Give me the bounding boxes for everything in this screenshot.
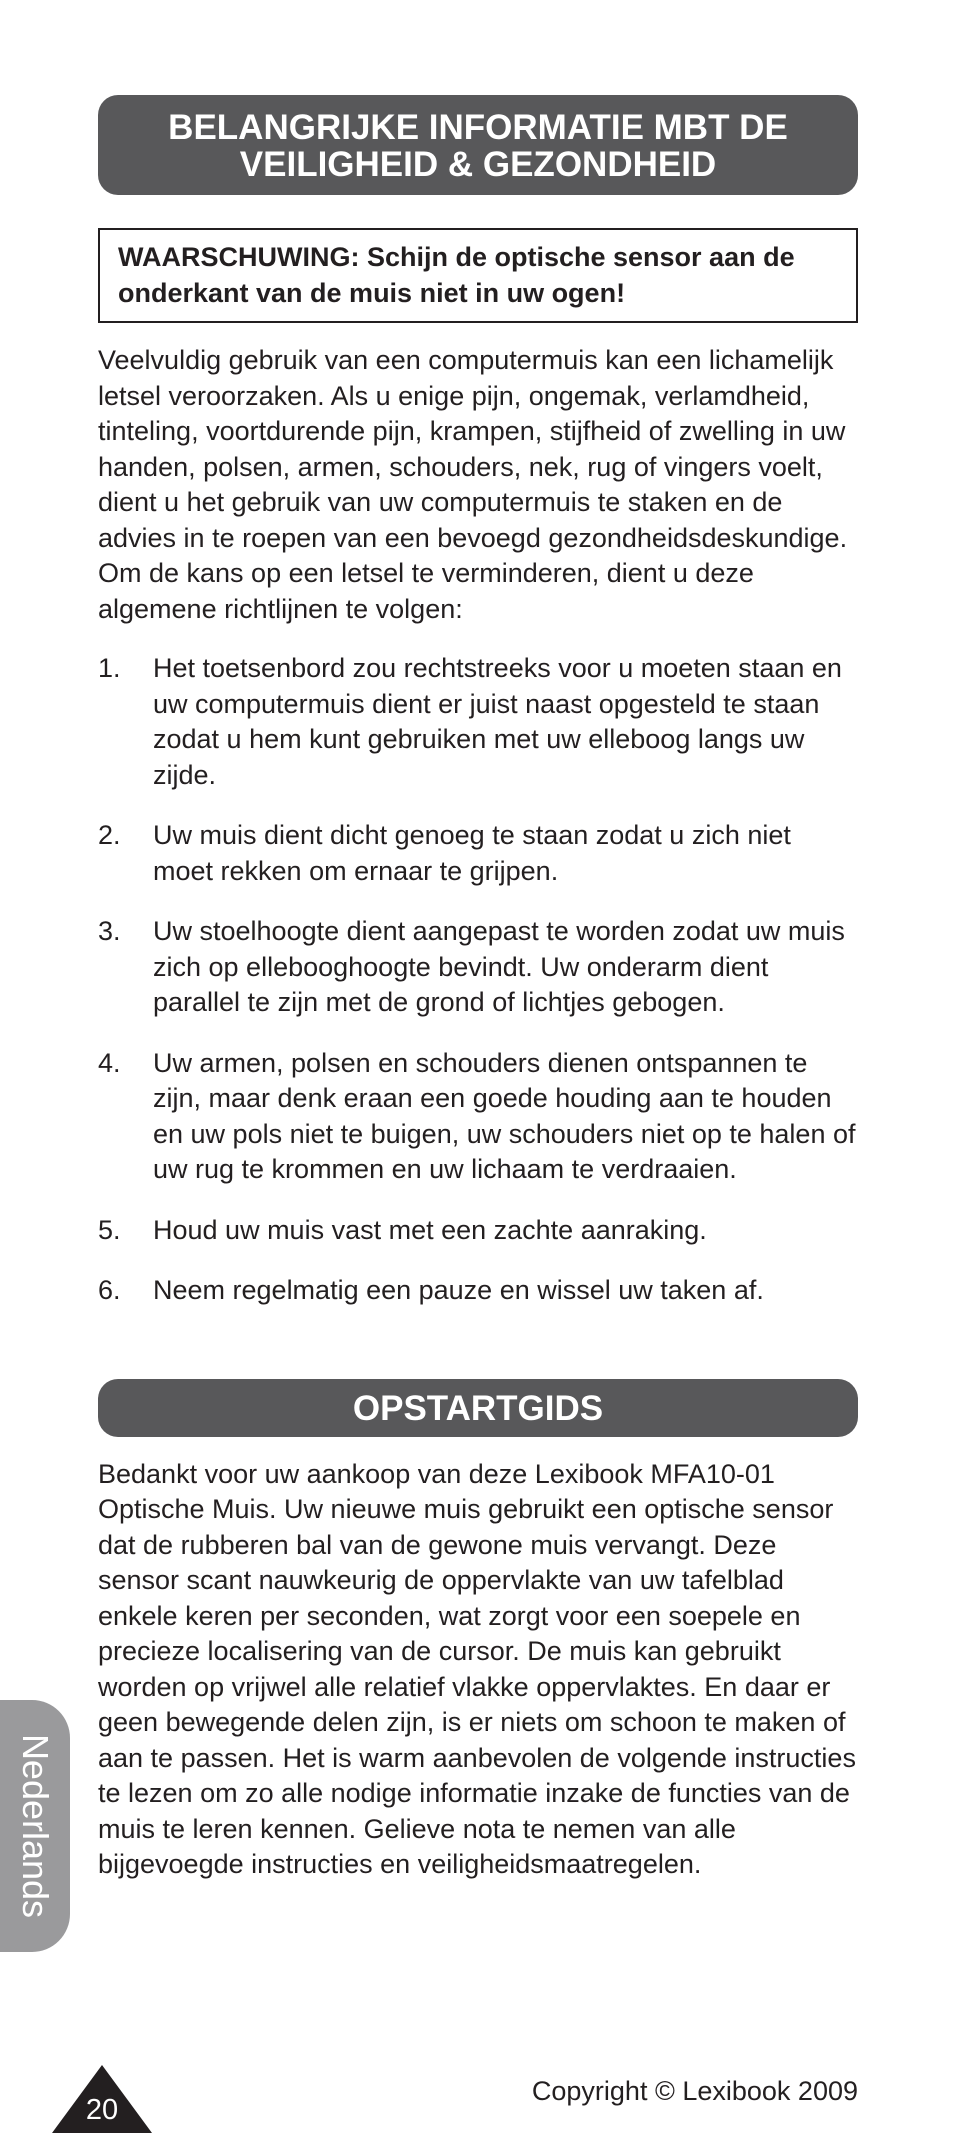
list-item-text: Uw muis dient dicht genoeg te staan zodat u zich niet moet rekken om ernaar te grijpen. [153, 820, 791, 886]
list-item-number: 5. [98, 1214, 121, 1245]
warning-box [98, 228, 858, 323]
list-item [98, 1046, 858, 1188]
warning-text: WAARSCHUWING: Schijn de optische sensor aan de onderkant van de muis niet in uw ogen! [118, 242, 795, 308]
guidelines-list [98, 651, 858, 1309]
safety-title-line2: VEILIGHEID & GEZONDHEID [239, 145, 717, 184]
list-item-number: 2. [98, 820, 121, 850]
startup-section-header [98, 1379, 858, 1437]
list-item-number: 4. [98, 1047, 121, 1078]
list-item-text: Uw armen, polsen en schouders dienen ontspannen te zijn, maar denk eraan een goede houding aan te houden en uw pols niet te buigen, uw schouders niet op te halen of uw rug te krommen en uw lichaam te verdraaien. [153, 1047, 856, 1184]
list-item-number: 6. [98, 1275, 121, 1305]
list-item-text: Uw stoelhoogte dient aangepast te worden zodat uw muis zich op ellebooghoogte bevindt. Uw onderarm dient parallel te zijn met de grond of lichtjes gebogen. [153, 916, 845, 1017]
language-tab-label: Nederlands [15, 1733, 56, 1919]
list-item [98, 651, 858, 793]
list-item-number: 1. [98, 653, 121, 683]
list-item-text: Houd uw muis vast met een zachte aanraking. [153, 1214, 707, 1245]
page-content [98, 95, 858, 1883]
safety-intro: Veelvuldig gebruik van een computermuis kan een lichamelijk letsel veroorzaken. Als u enige pijn, ongemak, verlamdheid, tinteling, voortdurende pijn, krampen, stijfheid of zwelling in uw handen, polsen, armen, schouders, nek, rug of vingers voelt, dient u het gebruik van uw computermuis te staken en de advies in te roepen van een bevoegd gezondheidsdeskundige. Om de kans op een letsel te verminderen, dient u deze algemene richtlijnen te volgen: [98, 345, 848, 624]
safety-title-line1: BELANGRIJKE INFORMATIE MBT DE [168, 108, 788, 147]
list-item-number: 3. [98, 916, 121, 946]
list-item-text: Het toetsenbord zou rechtstreeks voor u moeten staan en uw computermuis dient er juist naast opgesteld te staan zodat u hem kunt gebruiken met uw elleboog langs uw zijde. [153, 653, 842, 790]
startup-title: OPSTARTGIDS [352, 1388, 604, 1428]
language-tab [0, 1700, 70, 1952]
list-item [98, 1213, 858, 1249]
list-item-text: Neem regelmatig een pauze en wissel uw taken af. [153, 1275, 764, 1305]
copyright-notice: Copyright © Lexibook 2009 [531, 2076, 858, 2106]
safety-section-header [98, 95, 858, 195]
list-item [98, 914, 858, 1021]
startup-body: Bedankt voor uw aankoop van deze Lexibook MFA10-01 Optische Muis. Uw nieuwe muis gebruikt een optische sensor dat de rubberen bal van de gewone muis vervangt. Deze sensor scant nauwkeurig de oppervlakte van uw tafelblad enkele keren per seconden, wat zorgt voor een soepele en precieze localisering van de cursor. De muis kan gebruikt worden op vrijwel alle relatief vlakke oppervlaktes. En daar er geen bewegende delen zijn, is er niets om schoon te maken of aan te passen. Het is warm aanbevolen de volgende instructies te lezen om zo alle nodige informatie inzake de functies van de muis te leren kennen. Gelieve nota te nemen van alle bijgevoegde instructies en veiligheidsmaatregelen. [98, 1458, 856, 1879]
list-item [98, 818, 858, 889]
page-number: 20 [85, 2094, 119, 2126]
list-item [98, 1273, 858, 1309]
